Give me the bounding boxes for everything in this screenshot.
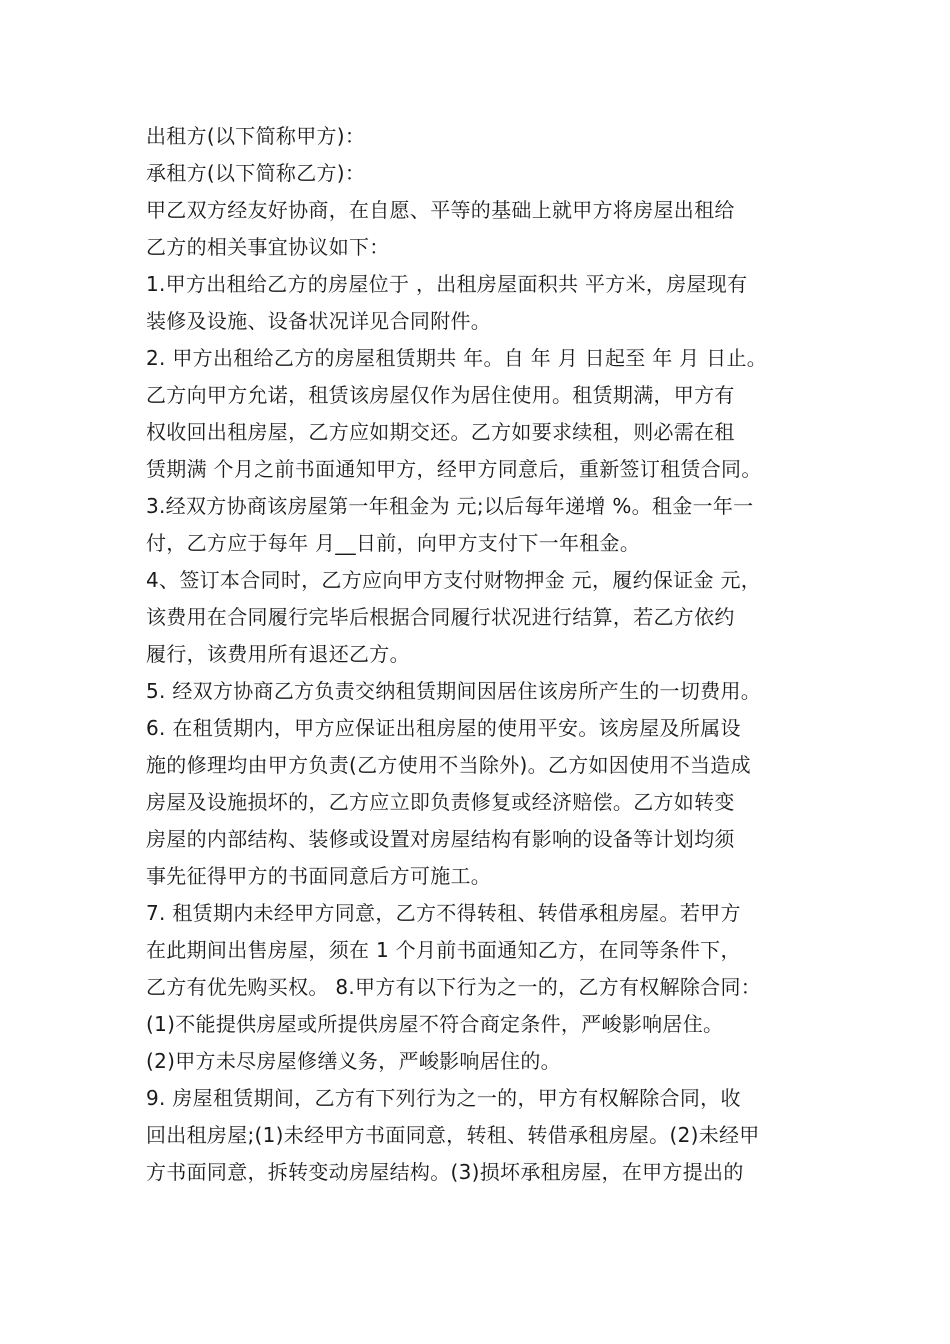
text-line: 乙方的相关事宜协议如下：	[146, 235, 390, 259]
text-line: 甲乙双方经友好协商，在自愿、平等的基础上就甲方将房屋出租给	[146, 198, 735, 222]
text-line: 付，乙方应于每年 月__日前，向甲方支付下一年租金。	[146, 531, 641, 555]
text-line: 回出租房屋;(1)未经甲方书面同意，转租、转借承租房屋。(2)未经甲	[146, 1123, 760, 1147]
text-line: 在此期间出售房屋，须在 1 个月前书面通知乙方，在同等条件下，	[146, 938, 741, 962]
text-line: 权收回出租房屋，乙方应如期交还。乙方如要求续租，则必需在租	[146, 420, 735, 444]
text-line: 出租方(以下简称甲方)：	[146, 124, 366, 148]
text-line: 赁期满 个月之前书面通知甲方，经甲方同意后，重新签订租赁合同。	[146, 457, 762, 481]
text-line: 乙方向甲方允诺，租赁该房屋仅作为居住使用。租赁期满，甲方有	[146, 383, 735, 407]
text-line: 承租方(以下简称乙方)：	[146, 161, 366, 185]
text-line: 6. 在租赁期内，甲方应保证出租房屋的使用平安。该房屋及所属设	[146, 716, 741, 740]
text-line: 5. 经双方协商乙方负责交纳租赁期间因居住该房所产生的一切费用。	[146, 679, 762, 703]
text-line: 9. 房屋租赁期间，乙方有下列行为之一的，甲方有权解除合同，收	[146, 1086, 741, 1110]
text-line: 房屋的内部结构、装修或设置对房屋结构有影响的设备等计划均须	[146, 827, 735, 851]
text-line: 该费用在合同履行完毕后根据合同履行状况进行结算，若乙方依约	[146, 605, 735, 629]
text-line: 4、签订本合同时，乙方应向甲方支付财物押金 元，履约保证金 元，	[146, 568, 762, 592]
text-line: 履行，该费用所有退还乙方。	[146, 642, 410, 666]
text-line: 1.甲方出租给乙方的房屋位于 ，出租房屋面积共 平方米，房屋现有	[146, 272, 748, 296]
text-line: 房屋及设施损坏的，乙方应立即负责修复或经济赔偿。乙方如转变	[146, 790, 735, 814]
text-line: 7. 租赁期内未经甲方同意，乙方不得转租、转借承租房屋。若甲方	[146, 901, 741, 925]
text-line: 3.经双方协商该房屋第一年租金为 元;以后每年递增 %。租金一年一	[146, 494, 754, 518]
text-line: 2. 甲方出租给乙方的房屋租赁期共 年。自 年 月 日起至 年 月 日止。	[146, 346, 768, 370]
document-body	[146, 118, 816, 1191]
text-line: 乙方有优先购买权。 8.甲方有以下行为之一的，乙方有权解除合同：	[146, 975, 762, 999]
text-line: (1)不能提供房屋或所提供房屋不符合商定条件，严峻影响居住。	[146, 1012, 724, 1036]
text-line: 装修及设施、设备状况详见合同附件。	[146, 309, 492, 333]
text-line: 施的修理均由甲方负责(乙方使用不当除外)。乙方如因使用不当造成	[146, 753, 751, 777]
text-line: 事先征得甲方的书面同意后方可施工。	[146, 864, 492, 888]
text-line: 方书面同意，拆转变动房屋结构。(3)损坏承租房屋，在甲方提出的	[146, 1160, 744, 1184]
text-line: (2)甲方未尽房屋修缮义务，严峻影响居住的。	[146, 1049, 561, 1073]
